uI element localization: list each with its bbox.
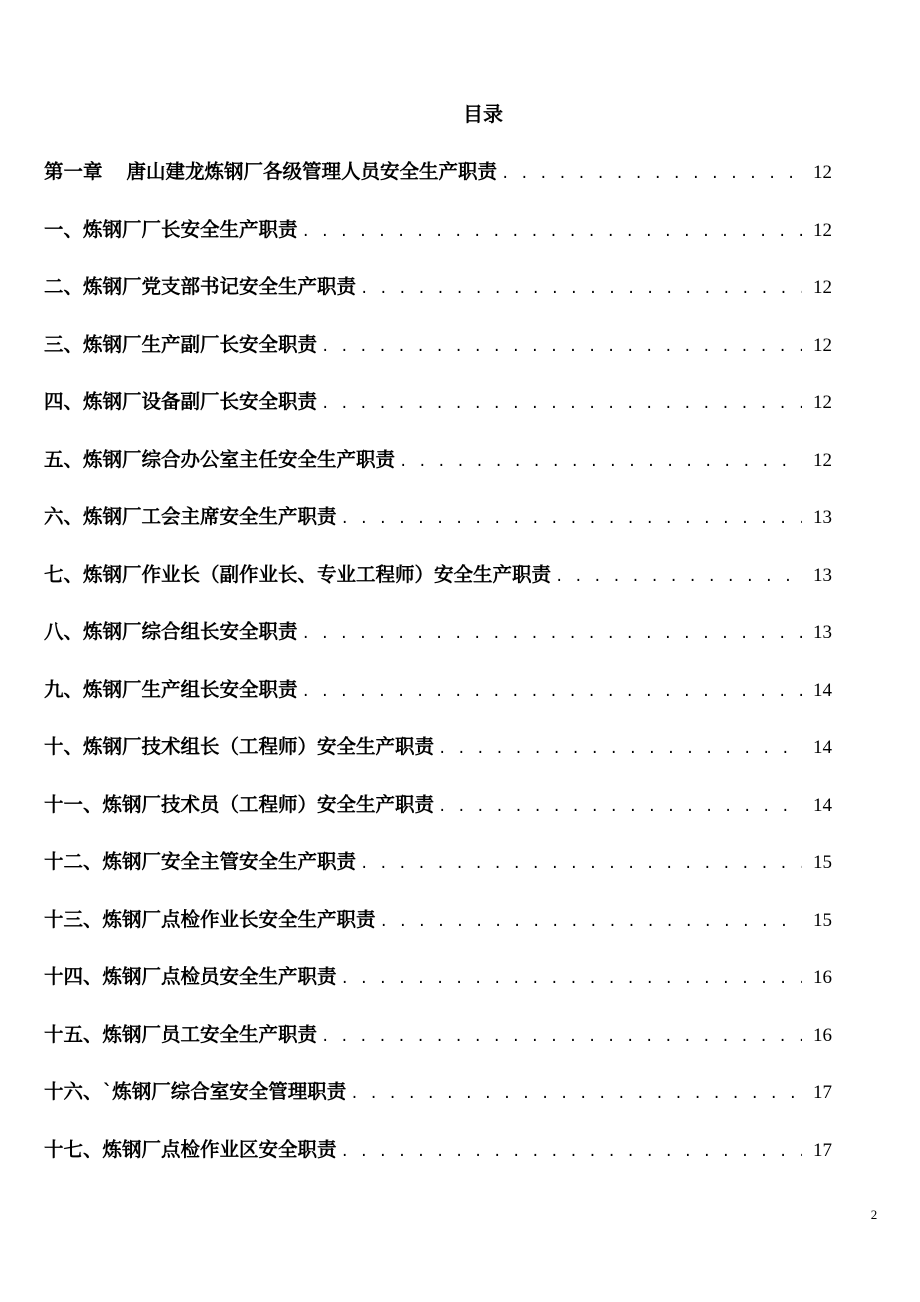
toc-entry-number: 五、 (44, 447, 84, 471)
toc-entry[interactable] (44, 957, 832, 1015)
toc-entry[interactable] (44, 210, 832, 268)
toc-entry-label (44, 785, 434, 825)
toc-entry-number: 九、 (44, 677, 84, 701)
toc-entry-number: 十三、 (44, 907, 103, 931)
toc-entry-label (44, 325, 317, 365)
toc-entry-number: 十、 (44, 735, 84, 758)
toc-entry-label (44, 382, 317, 422)
toc-entry-page: 17 (813, 1082, 832, 1103)
toc-entry-label (44, 497, 337, 537)
toc-entry-text: 炼钢厂作业长（副作业长、专业工程师）安全生产职责 (83, 562, 552, 586)
toc-entry-page: 13 (813, 622, 832, 643)
dot-leader (302, 212, 802, 252)
toc-entry[interactable] (44, 325, 832, 383)
toc-entry-label (44, 210, 298, 250)
dot-leader (321, 384, 802, 424)
toc-entry[interactable] (44, 1072, 832, 1130)
toc-entry[interactable] (44, 382, 832, 440)
dot-leader (321, 1017, 802, 1057)
toc-entry-number: 二、 (44, 275, 84, 298)
dot-leader (399, 442, 802, 482)
dot-leader (438, 729, 802, 769)
toc-list (44, 152, 832, 1187)
dot-leader (321, 327, 802, 367)
dot-leader (360, 844, 802, 884)
toc-entry-page: 16 (813, 1024, 832, 1046)
dot-leader (438, 787, 802, 827)
toc-entry-label (44, 842, 356, 882)
page-number: 2 (870, 1207, 878, 1222)
toc-entry-number: 四、 (44, 390, 84, 413)
toc-entry[interactable] (44, 842, 832, 900)
toc-entry-text: 炼钢厂厂长安全生产职责 (83, 217, 298, 241)
toc-entry-page: 16 (813, 967, 832, 988)
toc-entry[interactable] (44, 152, 832, 210)
toc-entry-number: 六、 (44, 505, 84, 528)
toc-entry-text: 炼钢厂点检员安全生产职责 (102, 965, 337, 988)
toc-entry-number: 一、 (44, 217, 84, 241)
toc-entry-page: 14 (813, 737, 832, 758)
dot-leader (341, 499, 802, 539)
toc-entry[interactable] (44, 670, 832, 728)
toc-entry-page: 13 (813, 564, 832, 586)
toc-entry-text: 炼钢厂综合组长安全职责 (83, 620, 298, 643)
toc-entry-label (44, 440, 395, 480)
toc-entry-page: 17 (813, 1139, 832, 1161)
toc-entry-number: 七、 (44, 562, 84, 586)
toc-entry-label (44, 555, 551, 595)
toc-entry-number: 八、 (44, 620, 84, 643)
toc-entry-text: 炼钢厂生产副厂长安全职责 (83, 332, 318, 356)
toc-entry-text: `炼钢厂综合室安全管理职责 (102, 1080, 347, 1103)
toc-entry-page: 12 (813, 334, 832, 356)
toc-entry-label (44, 727, 434, 767)
toc-entry-label (44, 612, 298, 652)
toc-entry-page: 15 (813, 852, 832, 873)
toc-entry-text: 炼钢厂技术员（工程师）安全生产职责 (102, 792, 435, 816)
toc-entry[interactable] (44, 727, 832, 785)
dot-leader (380, 902, 802, 942)
toc-entry-number: 十一、 (44, 792, 103, 816)
toc-entry-page: 12 (813, 392, 832, 413)
toc-entry-number: 十七、 (44, 1137, 103, 1161)
toc-entry-text: 炼钢厂工会主席安全生产职责 (83, 505, 337, 528)
toc-entry-number: 十四、 (44, 965, 103, 988)
toc-entry[interactable] (44, 900, 832, 958)
toc-entry-page: 12 (813, 449, 832, 471)
toc-entry[interactable] (44, 612, 832, 670)
dot-leader (341, 1132, 802, 1172)
toc-entry-label (44, 1130, 337, 1170)
toc-entry-page: 14 (813, 794, 832, 816)
toc-entry[interactable] (44, 555, 832, 613)
toc-entry-text: 炼钢厂点检作业长安全生产职责 (102, 907, 376, 931)
toc-entry[interactable] (44, 1015, 832, 1073)
toc-entry[interactable] (44, 785, 832, 843)
toc-entry-label (44, 1072, 346, 1112)
toc-entry-page: 12 (813, 162, 832, 183)
toc-entry-text: 炼钢厂技术组长（工程师）安全生产职责 (83, 735, 435, 758)
toc-entry-number: 十二、 (44, 850, 103, 873)
toc-entry-text: 炼钢厂党支部书记安全生产职责 (83, 275, 357, 298)
toc-entry-number: 第一章 (44, 160, 103, 183)
toc-entry-text: 炼钢厂安全主管安全生产职责 (102, 850, 357, 873)
toc-entry-number: 十五、 (44, 1022, 103, 1046)
toc-entry-number: 三、 (44, 332, 84, 356)
toc-entry-text: 炼钢厂点检作业区安全职责 (102, 1137, 337, 1161)
toc-entry-label (44, 1015, 317, 1055)
toc-entry-page: 15 (813, 909, 832, 931)
dot-leader (341, 959, 802, 999)
toc-entry-page: 13 (813, 507, 832, 528)
toc-entry-text: 炼钢厂生产组长安全职责 (83, 677, 298, 701)
toc-entry-text: 炼钢厂综合办公室主任安全生产职责 (83, 447, 396, 471)
toc-entry-text: 炼钢厂设备副厂长安全职责 (83, 390, 318, 413)
toc-entry[interactable] (44, 267, 832, 325)
toc-entry-page: 12 (813, 219, 832, 241)
toc-entry-label (44, 267, 356, 307)
toc-entry-text: 炼钢厂员工安全生产职责 (102, 1022, 318, 1046)
toc-entry-label (44, 900, 376, 940)
dot-leader (555, 557, 802, 597)
toc-entry-number: 十六、 (44, 1080, 103, 1103)
toc-entry-page: 14 (813, 679, 832, 701)
dot-leader (302, 672, 802, 712)
toc-entry[interactable] (44, 440, 832, 498)
toc-entry-page: 12 (813, 277, 832, 298)
toc-entry-label (44, 957, 337, 997)
toc-entry-label (44, 670, 298, 710)
dot-leader (501, 154, 802, 194)
toc-title: 目录 (463, 102, 503, 126)
dot-leader (350, 1074, 802, 1114)
dot-leader (360, 269, 802, 309)
dot-leader (302, 614, 802, 654)
toc-entry[interactable] (44, 1130, 832, 1188)
toc-entry-text: 唐山建龙炼钢厂各级管理人员安全生产职责 (126, 160, 498, 183)
toc-entry[interactable] (44, 497, 832, 555)
toc-entry-label (44, 152, 497, 192)
